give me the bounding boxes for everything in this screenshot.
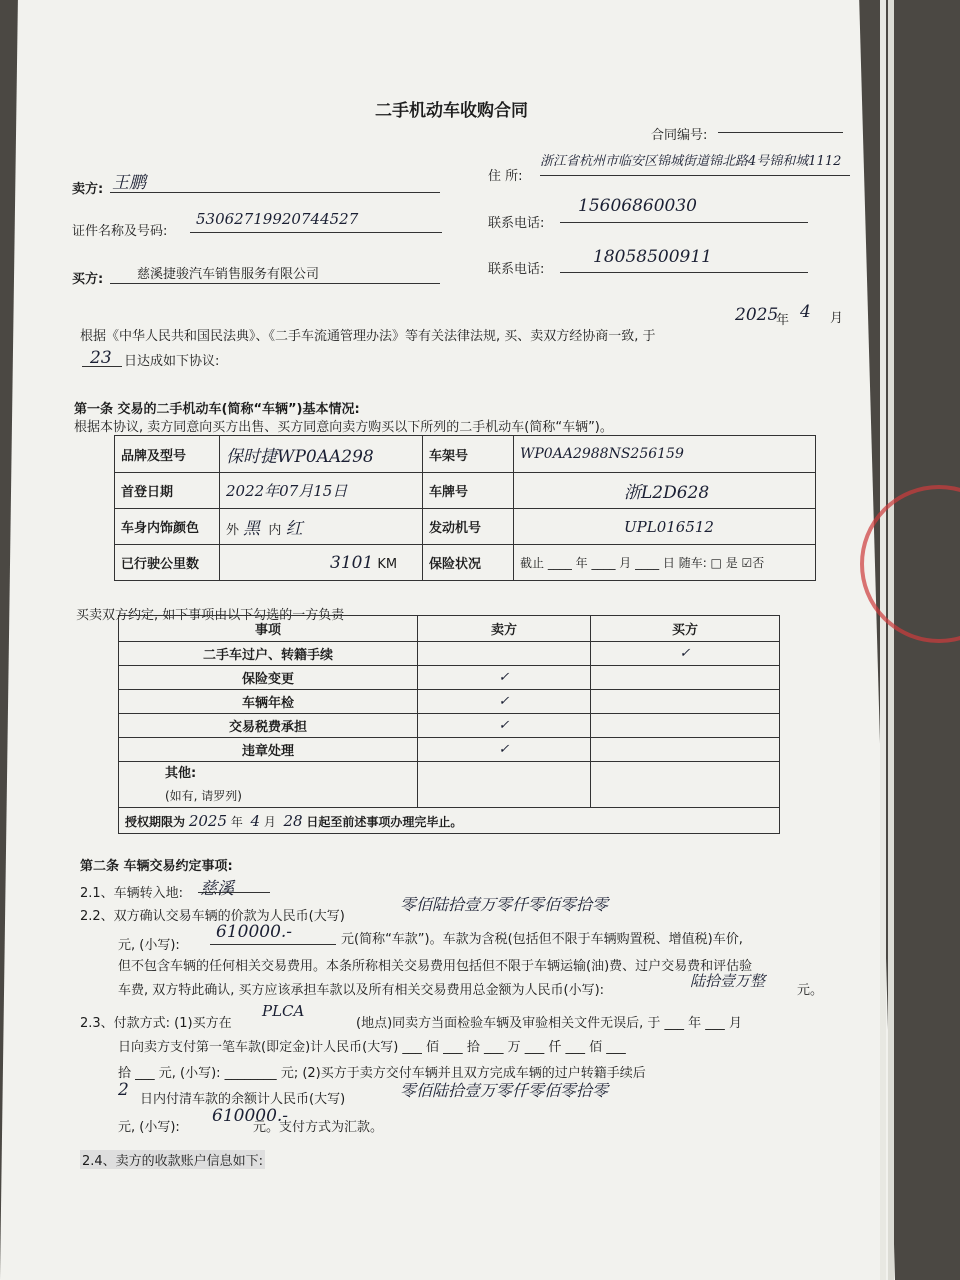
duty-seller-check: ✓ [418, 714, 591, 738]
other-seller [418, 762, 591, 808]
clause-2-3b: (地点)同卖方当面检验车辆及审验相关文件无误后, 于 ___ 年 ___ 月 [356, 1016, 742, 1031]
month-char: 月 [830, 311, 844, 326]
clause-2-2b: 元, (小写): [118, 938, 180, 953]
buyer-phone: 18058500911 [593, 247, 712, 267]
vin-value [514, 436, 816, 473]
duty-item: 保险变更 [119, 666, 418, 690]
intro-tail: 日达成如下协议: [124, 354, 220, 369]
other-note: (如有, 请罗列) [165, 789, 242, 803]
duty-buyer-check [591, 690, 780, 714]
clause-2-4: 2.4、卖方的收款账户信息如下: [80, 1150, 265, 1169]
intro-text: 根据《中华人民共和国民法典》、《二手车流通管理办法》等有关法律法规, 买、卖双方经协商一致, 于 [80, 329, 656, 344]
intro-day: 23 [90, 348, 112, 368]
duty-item: 二手车过户、转籍手续 [119, 642, 418, 666]
brand-handwriting: 保时捷WP0AA298 [226, 446, 374, 467]
clause-2-2d: 但不包含车辆的任何相关交易费用。本条所称相关交易费用包括但不限于车辆运输(油)费、过户交易费和评估验 [118, 959, 753, 974]
duty-seller-check: ✓ [418, 666, 591, 690]
clause-2-1-value: 慈溪 [200, 879, 234, 899]
insurance-label: 保险状况 [423, 545, 514, 581]
contract-no-line [718, 132, 843, 133]
engine-label: 发动机号 [423, 509, 514, 545]
mileage-unit: KM [377, 556, 398, 572]
clause-2-3e: 日内付清车款的余额计人民币(大写) [140, 1092, 346, 1107]
balance-upper: 零佰陆拾壹万零仟零佰零拾零 [400, 1081, 609, 1100]
vin-handwriting: WP0AA2988NS256159 [520, 446, 684, 462]
clause-2-2a: 2.2、双方确认交易车辆的价款为人民币(大写) [80, 909, 345, 924]
brand-label: 品牌及型号 [115, 436, 220, 473]
seller-phone: 15606860030 [578, 196, 697, 216]
buyer-phone-line [560, 272, 808, 273]
day-line [82, 366, 122, 367]
seller-line [110, 192, 440, 193]
clause-2-3d: 拾 ___ 元, (小写): ________ 元; (2)买方于卖方交付车辆并且双方完成车辆的过户转籍手续后 [118, 1066, 646, 1081]
contract-no-label: 合同编号: [651, 128, 708, 143]
auth-year: 2025 [188, 811, 228, 830]
duty-item: 车辆年检 [119, 690, 418, 714]
auth-row: 授权期限为 2025 年 4 月 28 日起至前述事项办理完毕止。 [119, 808, 780, 834]
regdate-handwriting: 2022年07月15日 [226, 482, 348, 500]
intro-year: 2025 [735, 305, 779, 325]
duty-buyer-check: ✓ [591, 642, 780, 666]
address-line [540, 175, 850, 176]
article1-text: 根据本协议, 卖方同意向买方出售、买方同意向卖方购买以下所列的二手机动车(简称“车辆”)。 [74, 420, 613, 435]
price-lower: 610000.- [216, 922, 293, 942]
regdate-value [220, 473, 423, 509]
mileage-label: 已行驶公里数 [115, 545, 220, 581]
seller-phone-line [560, 222, 808, 223]
duty-seller-check [418, 642, 591, 666]
clause-2-2e: 车费, 双方特此确认, 买方应该承担车款以及所有相关交易费用总金额为人民币(小写): [118, 983, 605, 998]
id-label: 证件名称及号码: [72, 224, 168, 239]
auth-text1: 授权期限为 [125, 814, 186, 829]
duty-seller-check: ✓ [418, 690, 591, 714]
clause-2-3a: 2.3、付款方式: (1)买方在 [80, 1016, 232, 1031]
clause-2-3g: 元。支付方式为汇款。 [253, 1120, 384, 1135]
color-inner: 红 [285, 519, 303, 539]
buyer-line [110, 283, 440, 284]
total-yuan: 元。 [797, 983, 824, 998]
color-inner-label: 内 [268, 523, 282, 538]
duty-buyer-check [591, 666, 780, 690]
seller-label: 卖方: [72, 182, 104, 197]
duties-head-item: 事项 [119, 616, 418, 642]
auth-day: 28 [283, 811, 303, 830]
plate-label: 车牌号 [423, 473, 514, 509]
engine-value [514, 509, 816, 545]
buyer-label: 买方: [72, 272, 104, 287]
regdate-label: 首登日期 [115, 473, 220, 509]
balance-lower: 610000.- [212, 1106, 289, 1126]
other-cell [119, 762, 418, 808]
engine-handwriting: UPL016512 [624, 517, 714, 536]
article2-title: 第二条 车辆交易约定事项: [80, 859, 233, 874]
brand-value [220, 436, 423, 473]
other-buyer [591, 762, 780, 808]
duties-intro: 买卖双方约定, 如下事项由以下勾选的一方负责 [76, 608, 345, 623]
color-value [220, 509, 423, 545]
address-label: 住 所: [488, 169, 523, 184]
duties-head-seller: 卖方 [418, 616, 591, 642]
address-value: 浙江省杭州市临安区锦城街道锦北路4号锦和城1112 [540, 154, 842, 169]
vehicle-table [114, 435, 816, 581]
price-upper: 零佰陆拾壹万零仟零佰零拾零 [400, 895, 609, 914]
insurance-value: 截止 ____ 年 ____ 月 ____ 日 随车: □ 是 ☑否 [514, 545, 816, 581]
year-char: 年 [776, 313, 790, 328]
duty-item: 违章处理 [119, 738, 418, 762]
color-label: 车身内饰颜色 [115, 509, 220, 545]
intro-month: 4 [800, 302, 811, 322]
mileage-handwriting: 3101 [330, 552, 374, 573]
duties-head-buyer: 买方 [591, 616, 780, 642]
clause-2-3c: 日向卖方支付第一笔车款(即定金)计人民币(大写) ___ 佰 ___ 拾 ___ 万 ___ 仟 ___ 佰 ___ [118, 1040, 626, 1055]
duty-buyer-check [591, 714, 780, 738]
duties-table [118, 615, 780, 834]
paper-edge [888, 0, 894, 1280]
seller-phone-label: 联系电话: [488, 216, 545, 231]
clause-2-3f: 元, (小写): [118, 1120, 180, 1135]
total-value: 陆拾壹万整 [690, 972, 766, 990]
duty-buyer-check [591, 738, 780, 762]
color-outer: 黑 [243, 519, 261, 539]
payment-days: 2 [118, 1080, 129, 1100]
contract-title: 二手机动车收购合同 [375, 101, 528, 121]
duty-item: 交易税费承担 [119, 714, 418, 738]
paper-edge [880, 0, 886, 1280]
payment-place: PLCA [262, 1002, 305, 1020]
duty-seller-check: ✓ [418, 738, 591, 762]
mileage-value [220, 545, 423, 581]
other-label: 其他: [165, 766, 197, 781]
id-line [190, 232, 442, 233]
buyer-name: 慈溪捷骏汽车销售服务有限公司 [137, 267, 320, 282]
seller-name: 王鹏 [112, 173, 146, 193]
color-outer-label: 外 [226, 523, 240, 538]
clause-2-2c: 元(简称“车款”)。车款为含税(包括但不限于车辆购置税、增值税)车价, [341, 932, 743, 947]
auth-month: 4 [250, 811, 261, 830]
buyer-phone-label: 联系电话: [488, 262, 545, 277]
clause-2-1: 2.1、车辆转入地: [80, 886, 184, 901]
plate-value [514, 473, 816, 509]
article1-title: 第一条 交易的二手机动车(简称“车辆”)基本情况: [74, 402, 360, 417]
vin-label: 车架号 [423, 436, 514, 473]
clause-2-1-line [198, 892, 270, 893]
price-lower-line [210, 944, 336, 945]
auth-text2: 日起至前述事项办理完毕止。 [306, 814, 463, 829]
id-value: 53062719920744527 [196, 210, 359, 228]
plate-handwriting: 浙L2D628 [624, 483, 710, 503]
